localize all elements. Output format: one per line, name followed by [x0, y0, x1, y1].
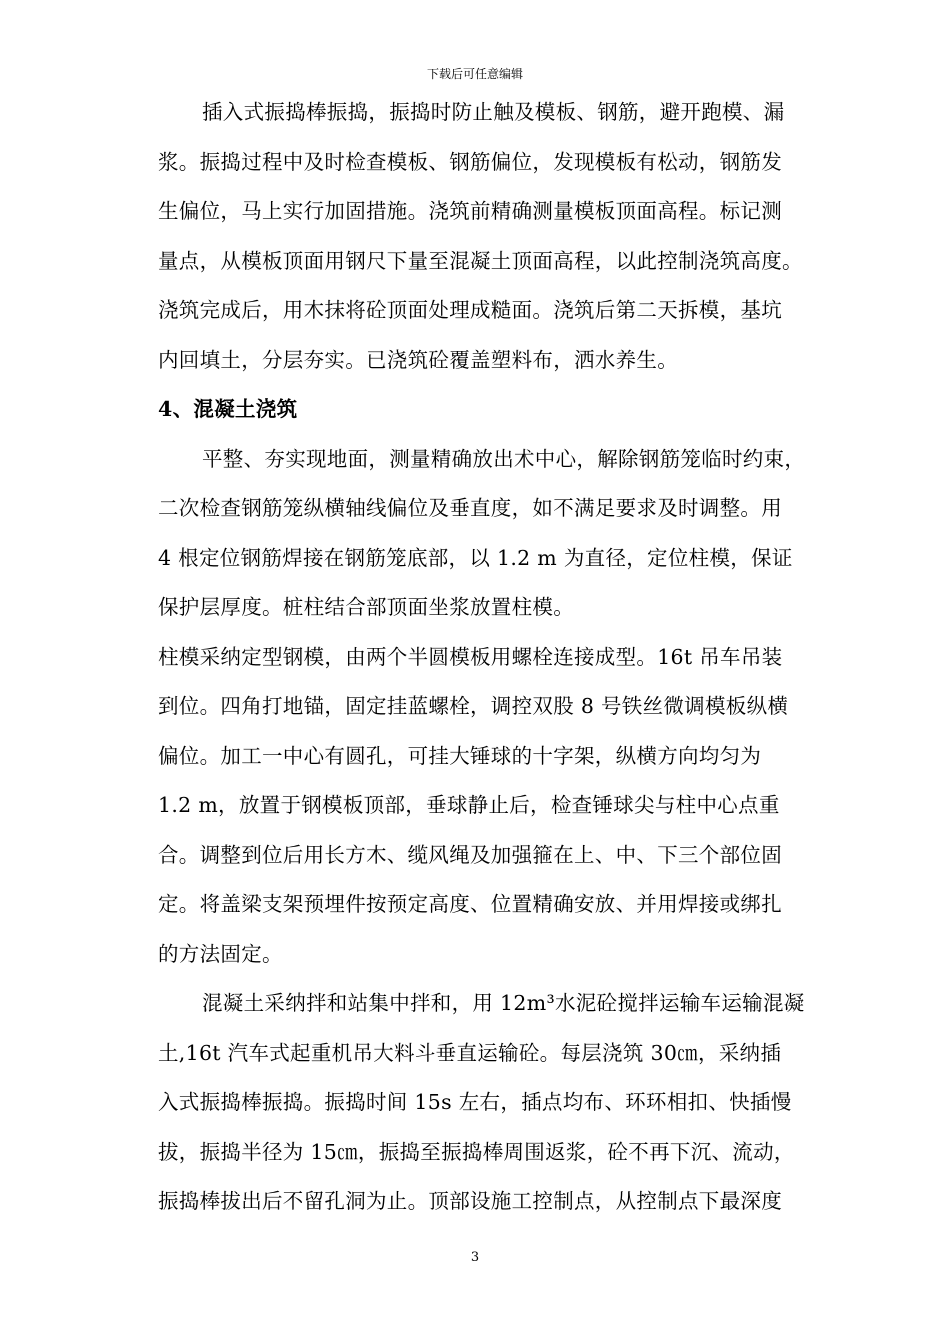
text-line: 保护层厚度。桩柱结合部顶面坐浆放置柱模。: [158, 595, 574, 619]
text-line: 量点，从模板顶面用钢尺下量至混凝土顶面高程，以此控制浇筑高度。: [158, 248, 803, 273]
page-number: 3: [470, 1250, 480, 1265]
text-line: 4 根定位钢筋焊接在钢筋笼底部，以 1.2 m 为直径，定位柱模，保证: [158, 545, 793, 570]
text-line: 的方法固定。: [158, 941, 283, 966]
text-line: 二次检查钢筋笼纵横轴线偏位及垂直度，如不满足要求及时调整。用: [158, 496, 782, 520]
text-line: 定。将盖梁支架预埋件按预定高度、位置精确安放、并用焊接或绑扎: [158, 892, 782, 916]
section-heading: 4、混凝土浇筑: [158, 397, 298, 421]
text-line: 偏位。加工一中心有圆孔，可挂大锤球的十字架，纵横方向均匀为: [158, 743, 762, 768]
text-line: 振捣棒拔出后不留孔洞为止。顶部设施工控制点，从控制点下最深度: [158, 1189, 782, 1213]
text-line: 1.2 m，放置于钢模板顶部，垂球静止后，检查锤球尖与柱中心点重: [158, 793, 780, 817]
text-line: 混凝土采纳拌和站集中拌和，用 12m³水泥砼搅拌运输车运输混凝: [202, 991, 805, 1015]
text-line: 浇筑完成后，用木抹将砼顶面处理成糙面。浇筑后第二天拆模，基坑: [158, 298, 782, 322]
text-line: 生偏位，马上实行加固措施。浇筑前精确测量模板顶面高程。标记测: [158, 199, 782, 223]
text-line: 土,16t 汽车式起重机吊大料斗垂直运输砼。每层浇筑 30㎝，采纳插: [158, 1040, 782, 1065]
page-header: 下载后可任意编辑: [426, 67, 523, 81]
text-line: 柱模采纳定型钢模，由两个半圆模板用螺栓连接成型。16t 吊车吊装: [158, 644, 783, 669]
text-line: 插入式振捣棒振捣，振捣时防止触及模板、钢筋，避开跑模、漏: [202, 100, 785, 124]
text-line: 入式振捣棒振捣。振捣时间 15s 左右，插点均布、环环相扣、快插慢: [158, 1090, 792, 1114]
text-line: 内回填土，分层夯实。已浇筑砼覆盖塑料布，洒水养生。: [158, 347, 678, 372]
text-line: 浆。振捣过程中及时检查模板、钢筋偏位，发现模板有松动，钢筋发: [158, 149, 782, 174]
text-line: 到位。四角打地锚，固定挂蓝螺栓，调控双股 8 号铁丝微调模板纵横: [158, 694, 789, 718]
document-body: [158, 88, 838, 1227]
text-line: 合。调整到位后用长方木、缆风绳及加强箍在上、中、下三个部位固: [158, 842, 782, 867]
text-line: 平整、夯实现地面，测量精确放出术中心，解除钢筋笼临时约束，: [202, 446, 806, 471]
text-line: 拔，振捣半径为 15㎝，振捣至振捣棒周围返浆，砼不再下沉、流动，: [158, 1139, 795, 1164]
